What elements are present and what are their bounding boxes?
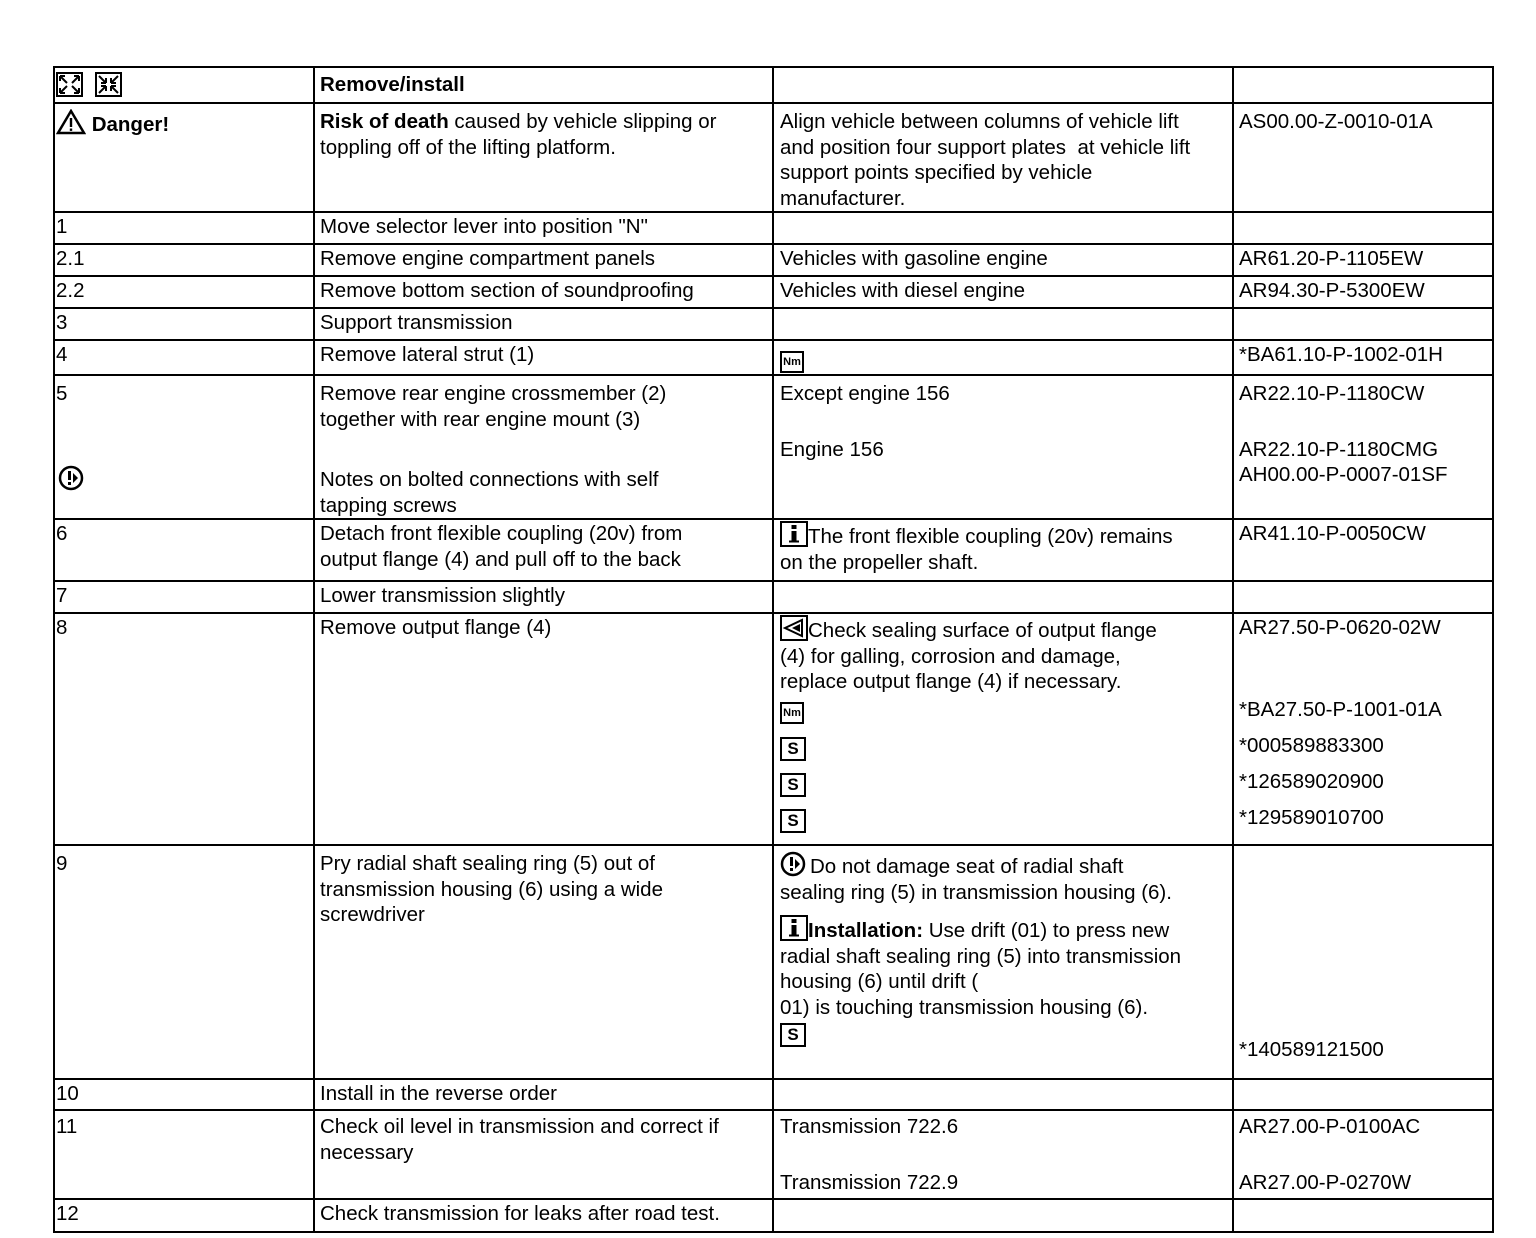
danger-ref: AS00.00-Z-0010-01A <box>1239 110 1433 133</box>
ref-line[interactable]: AR27.00-P-0100AC <box>1239 1115 1421 1138</box>
table-row <box>55 341 1492 376</box>
note-line: Except engine 156 <box>780 382 950 405</box>
note-line: on the propeller shaft. <box>780 550 979 574</box>
step-text <box>315 846 774 1078</box>
check-icon[interactable] <box>780 615 808 641</box>
step-number: 3 <box>55 309 315 339</box>
ref-line[interactable]: *BA27.50-P-1001-01A <box>1239 697 1442 721</box>
table-row <box>55 213 1492 245</box>
step-ref: AR61.20-P-1105EW <box>1239 247 1424 270</box>
step-ref <box>1234 614 1492 844</box>
note-line: housing (6) until drift ( <box>780 970 979 993</box>
step-ref[interactable]: AR41.10-P-0050CW <box>1239 522 1426 545</box>
danger-label: Danger! <box>91 113 170 136</box>
step-ref: *BA61.10-P-1002-01H <box>1239 343 1443 366</box>
special-tool-icon[interactable]: S <box>780 1023 806 1047</box>
header-icons <box>55 68 315 102</box>
table-row <box>55 277 1492 309</box>
step-number: 2.1 <box>55 245 315 275</box>
info-icon[interactable] <box>780 521 808 547</box>
step-text: Remove bottom section of soundproofing <box>315 277 774 307</box>
expand-icon <box>56 72 83 97</box>
danger-note <box>774 104 1234 211</box>
table-row <box>55 846 1492 1080</box>
note-line: Check sealing surface of output flange <box>808 619 1157 642</box>
ref-line[interactable]: AR27.00-P-0270W <box>1239 1170 1412 1194</box>
step-note <box>774 582 1234 612</box>
note-line: Do not damage seat of radial shaft <box>810 855 1124 878</box>
table-row <box>55 582 1492 614</box>
text-line: screwdriver <box>320 903 425 926</box>
note-line: support points specified by vehicle <box>780 161 1093 184</box>
installation-label: Installation: <box>808 919 924 942</box>
step-note <box>774 1200 1234 1231</box>
risk-rest: caused by vehicle slipping or <box>448 110 717 133</box>
step-number: 10 <box>55 1080 315 1109</box>
ref-line[interactable]: AH00.00-P-0007-01SF <box>1239 463 1448 486</box>
risk-line2: toppling off of the lifting platform. <box>320 135 616 159</box>
risk-bold: Risk of death <box>320 110 449 133</box>
step-number: 8 <box>55 614 315 844</box>
step-text: Check transmission for leaks after road test. <box>315 1200 774 1231</box>
note-line: The front flexible coupling (20v) remains <box>808 525 1173 548</box>
text-line: output flange (4) and pull off to the back <box>320 547 681 571</box>
header-title: Remove/install <box>315 68 774 102</box>
step-text: Remove engine compartment panels <box>315 245 774 275</box>
step-number: 7 <box>55 582 315 612</box>
danger-cell <box>55 104 315 211</box>
step-number: 5 <box>56 382 68 405</box>
table-row <box>55 104 1492 213</box>
note-line: replace output flange (4) if necessary. <box>780 670 1122 693</box>
table-row <box>55 376 1492 520</box>
step-text: Lower transmission slightly <box>315 582 774 612</box>
step-ref <box>1234 1200 1492 1231</box>
step-note <box>774 376 1234 518</box>
notes-circle-icon[interactable] <box>58 465 84 491</box>
ref-line[interactable]: AR22.10-P-1180CW <box>1239 382 1425 405</box>
step-note <box>774 846 1234 1078</box>
step-number: 6 <box>55 520 315 580</box>
note-line: Transmission 722.6 <box>780 1115 959 1138</box>
warning-triangle-icon <box>56 109 86 135</box>
text-line: Pry radial shaft sealing ring (5) out of <box>320 852 655 875</box>
ref-line[interactable]: AR22.10-P-1180CMG <box>1239 437 1439 461</box>
ref-line[interactable]: *126589020900 <box>1239 769 1384 793</box>
step-text: Install in the reverse order <box>315 1080 774 1109</box>
note-line: Engine 156 <box>780 437 884 461</box>
ref-line[interactable]: *000589883300 <box>1239 733 1384 757</box>
table-row <box>55 245 1492 277</box>
collapse-icon <box>95 72 122 97</box>
table-row <box>55 1080 1492 1111</box>
step-ref: AR94.30-P-5300EW <box>1239 279 1425 302</box>
step-text: Remove lateral strut (1) <box>315 341 774 374</box>
step-ref <box>1234 376 1492 518</box>
header-empty-col4 <box>1234 68 1492 102</box>
note-line: radial shaft sealing ring (5) into transmission <box>780 944 1182 968</box>
step-ref <box>1234 213 1492 243</box>
torque-icon[interactable]: Nm <box>780 351 804 373</box>
info-icon[interactable] <box>780 915 808 941</box>
step-text <box>315 520 774 580</box>
note-line: 01) is touching transmission housing (6). <box>780 995 1149 1019</box>
step-note: Vehicles with gasoline engine <box>774 245 1234 275</box>
step-text <box>315 376 774 518</box>
step-ref <box>1234 582 1492 612</box>
step-ref <box>1234 1111 1492 1198</box>
step-ref <box>1234 309 1492 339</box>
step-text: Remove output flange (4) <box>315 614 774 844</box>
special-tool-icon[interactable]: S <box>780 773 806 797</box>
step-ref <box>1234 1080 1492 1109</box>
step-ref <box>1234 846 1492 1078</box>
ref-line[interactable]: *129589010700 <box>1239 805 1384 829</box>
text-line: Notes on bolted connections with self <box>320 468 659 491</box>
step-number: 12 <box>55 1200 315 1231</box>
step-number: 4 <box>55 341 315 374</box>
step-text <box>315 1111 774 1198</box>
table-header-row <box>55 68 1492 104</box>
table-row <box>55 520 1492 582</box>
step-note <box>774 213 1234 243</box>
step-number: 1 <box>55 213 315 243</box>
step-note <box>774 520 1234 580</box>
step-number: 11 <box>55 1111 315 1198</box>
note-line: Transmission 722.9 <box>780 1170 959 1194</box>
danger-risk <box>315 104 774 211</box>
step-note <box>774 614 1234 844</box>
step-number: 9 <box>55 846 315 1078</box>
text-line: transmission housing (6) using a wide <box>320 877 663 901</box>
step-note: Vehicles with diesel engine <box>774 277 1234 307</box>
text-line: Detach front flexible coupling (20v) from <box>320 522 683 545</box>
note-line: manufacturer. <box>780 186 906 210</box>
step-note <box>774 1111 1234 1198</box>
table-row <box>55 614 1492 846</box>
step-note <box>774 309 1234 339</box>
text-line: tapping screws <box>320 493 457 517</box>
step-text: Support transmission <box>315 309 774 339</box>
torque-icon[interactable]: Nm <box>780 702 804 724</box>
ref-line[interactable]: *140589121500 <box>1239 1038 1384 1061</box>
notes-circle-icon[interactable] <box>780 851 806 877</box>
table-row <box>55 1111 1492 1200</box>
step-note <box>774 1080 1234 1109</box>
special-tool-icon[interactable]: S <box>780 737 806 761</box>
header-empty-col3 <box>774 68 1234 102</box>
note-line: Align vehicle between columns of vehicle lift <box>780 110 1179 133</box>
procedure-table <box>53 66 1494 1233</box>
text-line: necessary <box>320 1140 414 1164</box>
note-line: Use drift (01) to press new <box>923 919 1170 942</box>
step-number-cell <box>55 376 315 518</box>
text-line: Check oil level in transmission and correct if <box>320 1115 719 1138</box>
table-row <box>55 309 1492 341</box>
text-line: Remove rear engine crossmember (2) <box>320 382 667 405</box>
special-tool-icon[interactable]: S <box>780 809 806 833</box>
ref-line[interactable]: AR27.50-P-0620-02W <box>1239 616 1441 639</box>
text-line: together with rear engine mount (3) <box>320 407 641 431</box>
note-line: and position four support plates at vehicle lift <box>780 135 1191 159</box>
note-line: sealing ring (5) in transmission housing (6). <box>780 880 1172 904</box>
step-note <box>774 341 1234 374</box>
note-line: (4) for galling, corrosion and damage, <box>780 644 1121 668</box>
table-row <box>55 1200 1492 1231</box>
step-number: 2.2 <box>55 277 315 307</box>
step-text: Move selector lever into position "N" <box>315 213 774 243</box>
